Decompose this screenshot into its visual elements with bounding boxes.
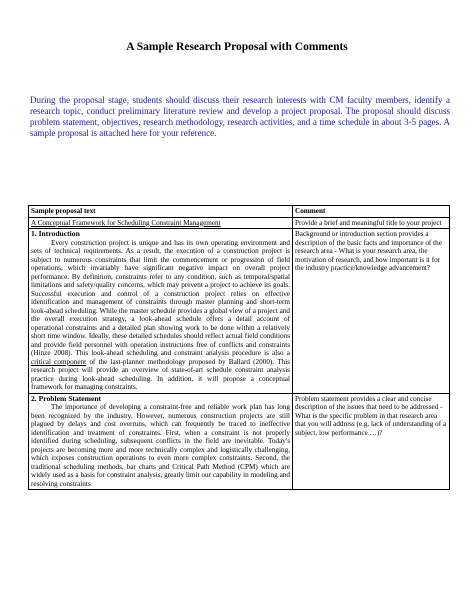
section-text-part: of the last-planner methodology proposed by Ballard (2000). This research project will provide an overview of state-of-art schedule constraint analysis practice during look-ahead scheduling. In addition, it will propose a conceptual framework for managing constraints. bbox=[31, 357, 290, 391]
section-heading: 1. Introduction bbox=[31, 229, 80, 238]
comment-cell: Provide a brief and meaningful title to your project bbox=[293, 217, 450, 229]
section-text bbox=[31, 239, 290, 392]
table-row bbox=[29, 229, 450, 394]
critical-component-link: critical component bbox=[31, 357, 87, 366]
comment-cell: Background or introduction section provides a description of the basic facts and importance of the research area - What is your research area, the motivation of research, and how important is it for the industry practice/knowledge advancement? bbox=[293, 229, 450, 394]
section-text: The importance of developing a constraint-free and reliable work plan has long been recognized by the industry. However, numerous construction projects are still plagued by delays and cost overruns, which can frequently be traced to ineffective identification and treatment of constraints. First, when a constraint is not properly identified during scheduling, subsequent conflicts in the field are inevitable. Today's projects are becoming more and more technically complex and logistically challenging, which exposes construction operations to even more complex constraints. Second, the traditional scheduling methods, bar charts and Critical Path Method (CPM) which are widely used as a basis for constraint analysis, greatly limit our capability in modeling and resolving constraints bbox=[31, 403, 290, 488]
section-text-part: Every construction project is unique and has its own operating environment and sets of technical requirements. As a result, the execution of a construction project is subject to numerous constraints that limit the commencement or progression of field operations, which invariably have significant negative impact on overall project performance. By definition, constraints refer to any condition, such as temporal/spatial limitations and safety/quality concerns, which may prevent a project to achieve its goals. Successful execution and control of a construction project relies on effective identification and management of constraints through master planning and short-term look-ahead scheduling. While the master schedule provides a global view of a project and the overall execution strategy, a look-ahead schedule offers a detail account of operational constraints and a detailed plan showing work to be done within a relatively short time window. Ideally, these detailed schedules should reflect actual field conditions and provide field personnel with operation instructions free of conflicts and constraints (Hinze 2008). This look-ahead scheduling and constraint analysis procedure is also a bbox=[31, 238, 290, 357]
table-row bbox=[29, 217, 450, 229]
intro-paragraph: During the proposal stage, students should discuss their research interests with CM faculty members, identify a research topic, conduct preliminary literature review and develop a project proposal. The proposal should discuss problem statement, objectives, research methodology, research activities, and a time schedule in about 3-5 pages. A sample proposal is attached here for your reference. bbox=[30, 95, 450, 138]
project-title: A Conceptual Framework for Scheduling Constraint Management bbox=[31, 218, 221, 227]
section-heading: 2. Problem Statement bbox=[31, 393, 102, 403]
proposal-table bbox=[28, 205, 450, 490]
table-row bbox=[29, 393, 450, 490]
title-cell bbox=[29, 217, 293, 229]
header-comment: Comment bbox=[293, 206, 450, 218]
comment-cell: Problem statement provides a clear and concise description of the issues that need to be addressed - What is the specific problem in that research area that you will address (e.g. lack of understanding of a subject, low performance …)? bbox=[293, 393, 450, 490]
problem-statement-cell bbox=[29, 393, 293, 490]
header-sample-text: Sample proposal text bbox=[29, 206, 293, 218]
document-title: A Sample Research Proposal with Comments bbox=[126, 41, 348, 53]
table-header-row bbox=[29, 206, 450, 218]
introduction-cell bbox=[29, 229, 293, 394]
